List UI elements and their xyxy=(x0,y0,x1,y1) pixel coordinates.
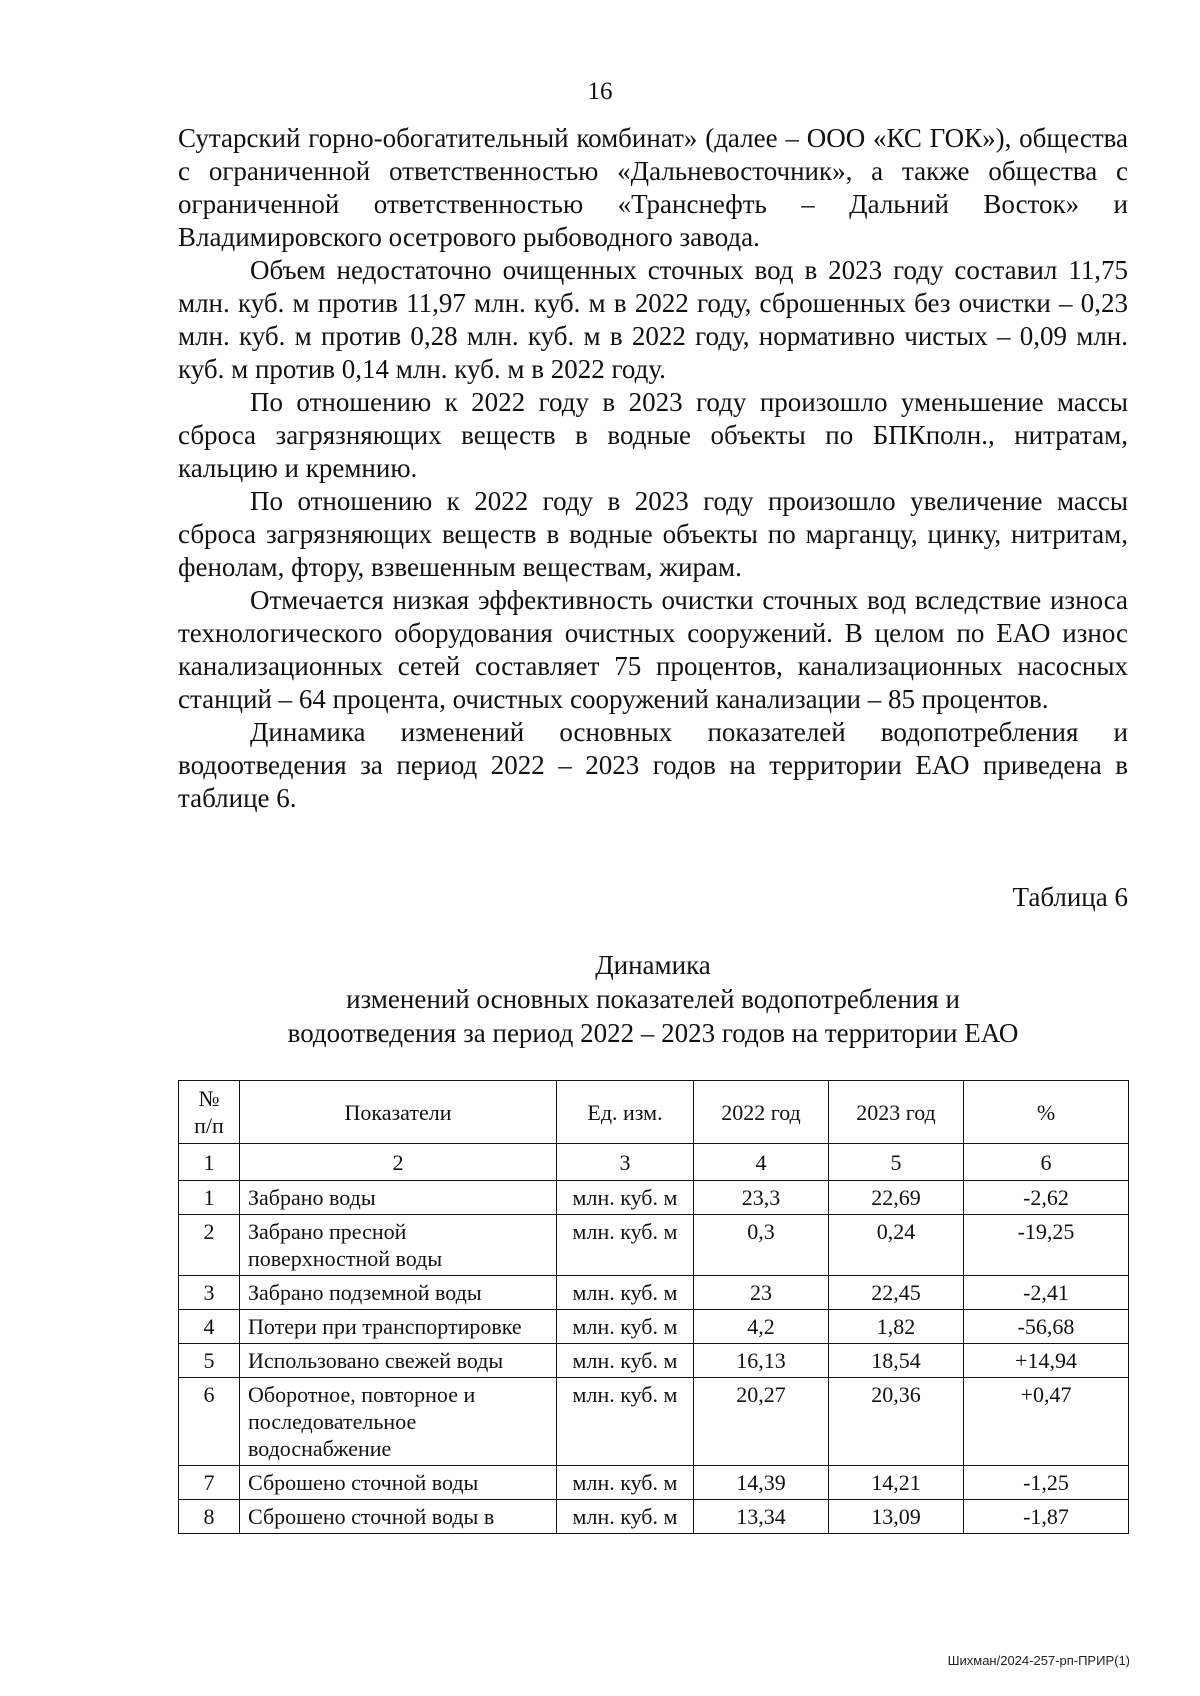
table-title-line: водоотведения за период 2022 – 2023 годов на территории ЕАО xyxy=(287,1018,1019,1048)
row-unit: млн. куб. м xyxy=(557,1310,694,1344)
row-num: 2 xyxy=(179,1215,240,1276)
table-title xyxy=(178,948,1128,1050)
row-2023: 20,36 xyxy=(829,1378,964,1466)
header-num: № п/п xyxy=(179,1081,240,1144)
table-row xyxy=(179,1181,1129,1215)
header-unit: Ед. изм. xyxy=(557,1081,694,1144)
column-number: 4 xyxy=(694,1144,829,1181)
table-row xyxy=(179,1276,1129,1310)
header-percent: % xyxy=(964,1081,1129,1144)
paragraph: Объем недостаточно очищенных сточных вод в 2023 году составил 11,75 млн. куб. м против 11,97 млн. куб. м в 2022 году, сброшенных без очистки – 0,23 млн. куб. м против 0,28 млн. куб. м в 2022 году, нормативно чистых – 0,09 млн. куб. м против 0,14 млн. куб. м в 2022 году. xyxy=(178,255,1128,384)
paragraph: Сутарский горно-обогатительный комбинат» (далее – ООО «КС ГОК»), общества с ограниченной ответственностью «Дальневосточник», а также общества с ограниченной ответственностью «Транснефть – Дальний Восток» и Владимировского осетрового рыбоводного завода. xyxy=(178,123,1128,252)
table-row xyxy=(179,1310,1129,1344)
paragraph: По отношению к 2022 году в 2023 году произошло уменьшение массы сброса загрязняющих веществ в водные объекты по БПКполн., нитратам, кальцию и кремнию. xyxy=(178,387,1128,483)
header-2022: 2022 год xyxy=(694,1081,829,1144)
row-num: 5 xyxy=(179,1344,240,1378)
column-number: 1 xyxy=(179,1144,240,1181)
row-indicator: Забрано подземной воды xyxy=(240,1276,557,1310)
page-number: 16 xyxy=(587,78,613,105)
row-2022: 20,27 xyxy=(694,1378,829,1466)
table-title-line: изменений основных показателей водопотребления и xyxy=(346,984,960,1014)
row-2022: 13,34 xyxy=(694,1500,829,1534)
table-row xyxy=(179,1378,1129,1466)
row-2022: 23 xyxy=(694,1276,829,1310)
row-num: 7 xyxy=(179,1466,240,1500)
row-2023: 22,69 xyxy=(829,1181,964,1215)
row-2023: 1,82 xyxy=(829,1310,964,1344)
row-unit: млн. куб. м xyxy=(557,1466,694,1500)
table-row xyxy=(179,1500,1129,1534)
table-row xyxy=(179,1215,1129,1276)
table-header-row xyxy=(179,1081,1129,1144)
table-row xyxy=(179,1466,1129,1500)
data-table xyxy=(178,1080,1129,1534)
row-indicator: Забрано воды xyxy=(240,1181,557,1215)
row-2022: 14,39 xyxy=(694,1466,829,1500)
document-id: Шихман/2024-257-рп-ПРИР(1) xyxy=(947,1653,1130,1668)
row-percent: -1,87 xyxy=(964,1500,1129,1534)
column-number: 5 xyxy=(829,1144,964,1181)
column-number-row xyxy=(179,1144,1129,1181)
row-percent: -1,25 xyxy=(964,1466,1129,1500)
row-indicator: Использовано свежей воды xyxy=(240,1344,557,1378)
row-2023: 22,45 xyxy=(829,1276,964,1310)
header-2023: 2023 год xyxy=(829,1081,964,1144)
row-percent: +14,94 xyxy=(964,1344,1129,1378)
header-indicator: Показатели xyxy=(240,1081,557,1144)
column-number: 3 xyxy=(557,1144,694,1181)
row-percent: -19,25 xyxy=(964,1215,1129,1276)
row-indicator: Сброшено сточной воды в xyxy=(240,1500,557,1534)
row-num: 1 xyxy=(179,1181,240,1215)
row-num: 6 xyxy=(179,1378,240,1466)
row-indicator: Сброшено сточной воды xyxy=(240,1466,557,1500)
column-number: 6 xyxy=(964,1144,1129,1181)
row-unit: млн. куб. м xyxy=(557,1500,694,1534)
row-2022: 23,3 xyxy=(694,1181,829,1215)
table-title-line: Динамика xyxy=(595,950,711,980)
row-num: 4 xyxy=(179,1310,240,1344)
row-percent: -56,68 xyxy=(964,1310,1129,1344)
row-num: 8 xyxy=(179,1500,240,1534)
column-number: 2 xyxy=(240,1144,557,1181)
row-unit: млн. куб. м xyxy=(557,1378,694,1466)
row-percent: +0,47 xyxy=(964,1378,1129,1466)
row-unit: млн. куб. м xyxy=(557,1215,694,1276)
row-indicator: Забрано пресной поверхностной воды xyxy=(240,1215,557,1276)
row-percent: -2,62 xyxy=(964,1181,1129,1215)
row-2023: 18,54 xyxy=(829,1344,964,1378)
table-row xyxy=(179,1344,1129,1378)
paragraph: Отмечается низкая эффективность очистки сточных вод вследствие износа технологического оборудования очистных сооружений. В целом по ЕАО износ канализационных сетей составляет 75 процентов, канализационных насосных станций – 64 процента, очистных сооружений канализации – 85 процентов. xyxy=(178,585,1128,714)
row-2023: 0,24 xyxy=(829,1215,964,1276)
row-2023: 13,09 xyxy=(829,1500,964,1534)
body-text xyxy=(178,122,1128,815)
row-num: 3 xyxy=(179,1276,240,1310)
row-unit: млн. куб. м xyxy=(557,1344,694,1378)
row-2022: 16,13 xyxy=(694,1344,829,1378)
row-2022: 0,3 xyxy=(694,1215,829,1276)
row-percent: -2,41 xyxy=(964,1276,1129,1310)
paragraph: Динамика изменений основных показателей водопотребления и водоотведения за период 2022 – 2023 годов на территории ЕАО приведена в таблице 6. xyxy=(178,717,1128,813)
paragraph: По отношению к 2022 году в 2023 году произошло увеличение массы сброса загрязняющих веществ в водные объекты по марганцу, цинку, нитритам, фенолам, фтору, взвешенным веществам, жирам. xyxy=(178,486,1128,582)
row-2022: 4,2 xyxy=(694,1310,829,1344)
row-indicator: Оборотное, повторное и последовательное водоснабжение xyxy=(240,1378,557,1466)
row-indicator: Потери при транспортировке xyxy=(240,1310,557,1344)
table-label: Таблица 6 xyxy=(1012,882,1128,912)
row-unit: млн. куб. м xyxy=(557,1276,694,1310)
row-unit: млн. куб. м xyxy=(557,1181,694,1215)
row-2023: 14,21 xyxy=(829,1466,964,1500)
